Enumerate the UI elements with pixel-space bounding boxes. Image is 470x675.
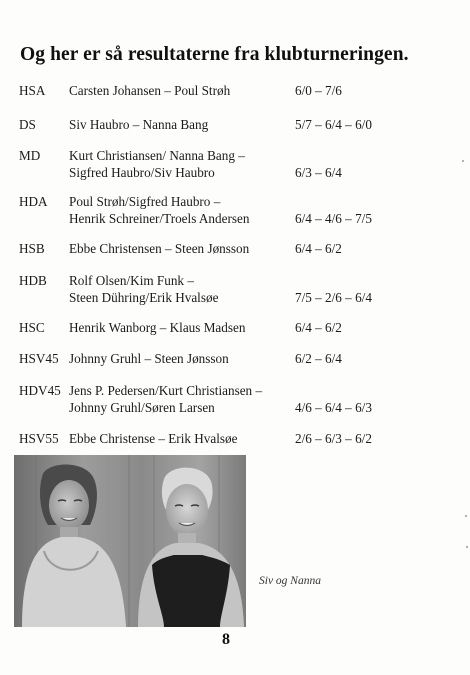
result-category: HDA — [19, 194, 48, 209]
result-category: HSV55 — [19, 431, 59, 446]
result-players — [69, 240, 249, 257]
result-players-line: Johnny Gruhl – Steen Jønsson — [69, 351, 229, 366]
result-category: HSC — [19, 320, 45, 335]
result-category: DS — [19, 117, 36, 132]
result-players — [69, 350, 229, 367]
result-score: 6/4 – 6/2 — [295, 320, 342, 335]
result-players-line: Sigfred Haubro/Siv Haubro — [69, 165, 215, 180]
result-score: 5/7 – 6/4 – 6/0 — [295, 117, 372, 132]
result-score: 6/2 – 6/4 — [295, 351, 342, 366]
result-players-line: Steen Dühring/Erik Hvalsøe — [69, 290, 219, 305]
result-players-line: Carsten Johansen – Poul Strøh — [69, 83, 231, 98]
result-players — [69, 272, 218, 306]
photo-caption: Siv og Nanna — [259, 575, 321, 587]
result-score: 6/3 – 6/4 — [295, 165, 342, 180]
result-players — [69, 382, 262, 416]
page-number: 8 — [222, 631, 230, 648]
result-score: 4/6 – 6/4 – 6/3 — [295, 400, 372, 415]
scan-speck — [466, 546, 468, 548]
result-category: HDV45 — [19, 383, 61, 398]
result-score: 2/6 – 6/3 – 6/2 — [295, 431, 372, 446]
result-players-line: Henrik Schreiner/Troels Andersen — [69, 211, 250, 226]
page-title: Og her er så resultaterne fra klubturneringen. — [20, 44, 409, 65]
scan-speck — [465, 515, 467, 517]
result-score: 7/5 – 2/6 – 6/4 — [295, 290, 372, 305]
result-players — [69, 147, 245, 181]
result-category: HDB — [19, 273, 47, 288]
result-players — [69, 193, 249, 227]
result-players-line: Henrik Wanborg – Klaus Madsen — [69, 320, 246, 335]
result-score: 6/0 – 7/6 — [295, 83, 342, 98]
result-players-line: Poul Strøh/Sigfred Haubro – — [69, 194, 221, 209]
result-category: HSB — [19, 241, 45, 256]
result-score: 6/4 – 6/2 — [295, 241, 342, 256]
result-players — [69, 430, 237, 447]
result-players-line: Ebbe Christensen – Steen Jønsson — [69, 241, 250, 256]
result-players-line: Kurt Christiansen/ Nanna Bang – — [69, 148, 245, 163]
scan-speck — [462, 160, 464, 162]
result-score: 6/4 – 4/6 – 7/5 — [295, 211, 372, 226]
result-players — [69, 116, 208, 133]
photo-image — [14, 455, 246, 627]
result-players — [69, 319, 245, 336]
result-players-line: Jens P. Pedersen/Kurt Christiansen – — [69, 383, 263, 398]
result-category: MD — [19, 148, 41, 163]
photo-two-players — [14, 455, 246, 627]
result-players — [69, 82, 230, 99]
result-players-line: Ebbe Christense – Erik Hvalsøe — [69, 431, 238, 446]
result-players-line: Siv Haubro – Nanna Bang — [69, 117, 209, 132]
result-players-line: Rolf Olsen/Kim Funk – — [69, 273, 194, 288]
result-category: HSV45 — [19, 351, 59, 366]
result-category: HSA — [19, 83, 46, 98]
result-players-line: Johnny Gruhl/Søren Larsen — [69, 400, 215, 415]
